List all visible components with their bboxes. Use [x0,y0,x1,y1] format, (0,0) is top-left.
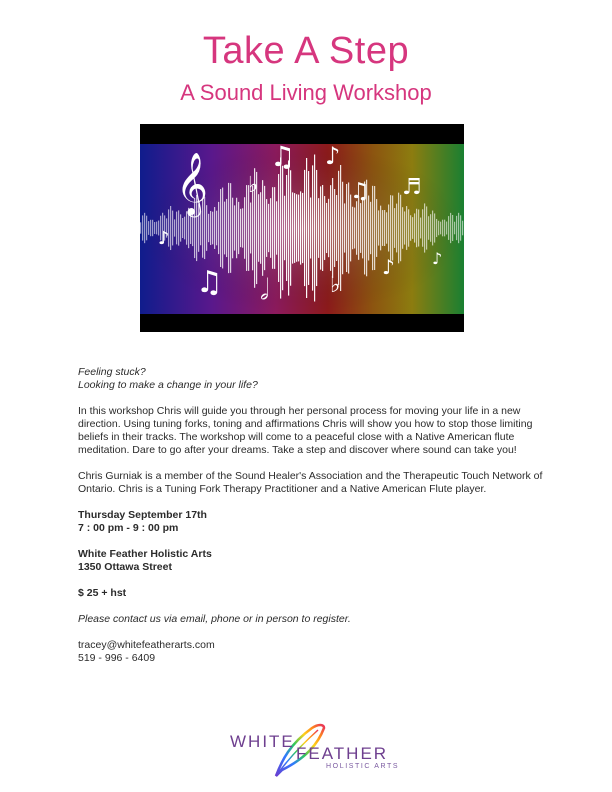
svg-text:♭: ♭ [330,273,341,298]
intro-line-1: Feeling stuck? [78,366,146,378]
page-subtitle: A Sound Living Workshop [180,80,432,105]
logo-word-feather: FEATHER [296,744,389,763]
sound-wave-image [140,124,464,332]
intro-line-2: Looking to make a change in your life? [78,379,258,391]
svg-text:𝅗𝅥: 𝅗𝅥 [260,273,269,306]
svg-text:♭: ♭ [248,173,259,198]
rainbow-sound-wave-music-notes-image [140,124,464,332]
page-title: Take A Step [202,30,410,72]
svg-text:♫: ♫ [350,179,370,204]
svg-text:♪: ♪ [382,255,395,279]
event-date: Thursday September 17th [78,509,207,521]
venue-name: White Feather Holistic Arts [78,548,212,560]
venue-address: 1350 Ottawa Street [78,561,172,573]
contact-note: Please contact us via email, phone or in person to register. [78,613,351,625]
svg-text:♪: ♪ [158,228,170,249]
logo-word-white: WHITE [230,732,295,751]
svg-text:♬: ♬ [402,175,422,200]
logo-word-holistic-arts: HOLISTIC ARTS [326,763,400,770]
svg-text:♪: ♪ [325,142,341,170]
bio-paragraph: Chris Gurniak is a member of the Sound Healer's Association and the Therapeutic Touch Network of Ontario. Chris is a Tuning Fork Therapy Practitioner and a Native American Flute player. [78,470,543,495]
workshop-description [78,366,558,665]
white-feather-logo [230,722,400,782]
contact-email[interactable]: tracey@whitefeatherarts.com [78,639,215,651]
contact-phone: 519 - 996 - 6409 [78,652,156,664]
event-time: 7 : 00 pm - 9 : 00 pm [78,522,179,534]
description-paragraph: In this workshop Chris will guide you through her personal process for moving your life in a new direction. Using tuning forks, toning and affirmations Chris will show you how to stop those limiting beliefs in their tracks. The workshop will come to a peaceful close with a Native American flute meditation. Dare to go after your dreams. Take a step and discover where sound can take you! [78,405,533,456]
event-price: $ 25 + hst [78,587,127,599]
svg-text:♫: ♫ [270,140,296,173]
svg-text:𝄞: 𝄞 [176,152,208,215]
svg-text:♫: ♫ [196,265,223,300]
svg-text:♪: ♪ [432,249,443,268]
